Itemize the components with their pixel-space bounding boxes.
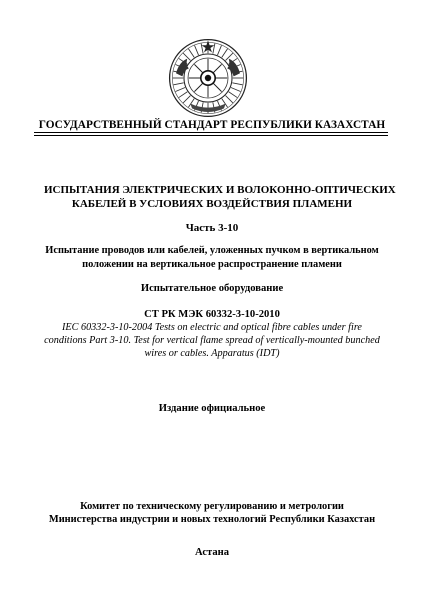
- main-title-line-1: ИСПЫТАНИЯ ЭЛЕКТРИЧЕСКИХ И ВОЛОКОННО-ОПТИЧЕСКИХ: [44, 184, 396, 196]
- main-title-line-2: КАБЕЛЕЙ В УСЛОВИЯХ ВОЗДЕЙСТВИЯ ПЛАМЕНИ: [71, 198, 353, 210]
- emblem-ray: [179, 92, 188, 98]
- subtitle-line-1: Испытание проводов или кабелей, уложенных пучком в вертикальном: [45, 245, 379, 256]
- iec-reference-line-3: wires or cables. Apparatus (IDT): [144, 348, 280, 359]
- edition-label: Издание официальное: [158, 403, 266, 414]
- standard-designation: СТ РК МЭК 60332-3-10-2010: [144, 309, 280, 320]
- emblem-ray: [201, 43, 203, 53]
- emblem-ray: [226, 96, 233, 103]
- equipment-heading: Испытательное оборудование: [140, 283, 284, 294]
- emblem-ray: [173, 83, 183, 85]
- emblem-ray: [183, 96, 190, 103]
- iec-reference-line-1: IEC 60332-3-10-2004 Tests on electric and optical fibre cables under fire: [62, 322, 362, 333]
- state-emblem-graphic: [168, 38, 248, 118]
- emblem-ray: [217, 45, 221, 55]
- header-rule-thin: [34, 135, 388, 136]
- committee-line-2: Министерства индустрии и новых технологий Республики Казахстан: [48, 514, 376, 525]
- subtitle-line-2: положении на вертикальное распространение пламени: [82, 259, 342, 270]
- emblem-ray: [195, 45, 199, 55]
- iec-reference: [36, 321, 388, 360]
- document-subtitle: [40, 244, 384, 272]
- part-number: Часть 3-10: [185, 222, 239, 234]
- emblem-ray: [231, 87, 241, 91]
- emblem-ray: [175, 87, 185, 91]
- emblem-ray: [222, 49, 228, 58]
- emblem-ray: [213, 43, 215, 53]
- publisher-committee: [28, 500, 396, 526]
- header-rule-thick: [34, 132, 388, 133]
- emblem-ray: [229, 92, 238, 98]
- document-main-title: [44, 183, 396, 211]
- state-emblem-icon: [168, 38, 248, 118]
- standard-title: ГОСУДАРСТВЕННЫЙ СТАНДАРТ РЕСПУБЛИКИ КАЗАХСТАН: [38, 119, 386, 131]
- committee-line-1: Комитет по техническому регулированию и метрологии: [80, 501, 344, 512]
- publication-city: Астана: [194, 547, 230, 558]
- emblem-ray: [232, 83, 242, 85]
- iec-reference-line-2: conditions Part 3-10. Test for vertical flame spread of vertically-mounted bunched: [44, 335, 380, 346]
- emblem-ray: [188, 49, 194, 58]
